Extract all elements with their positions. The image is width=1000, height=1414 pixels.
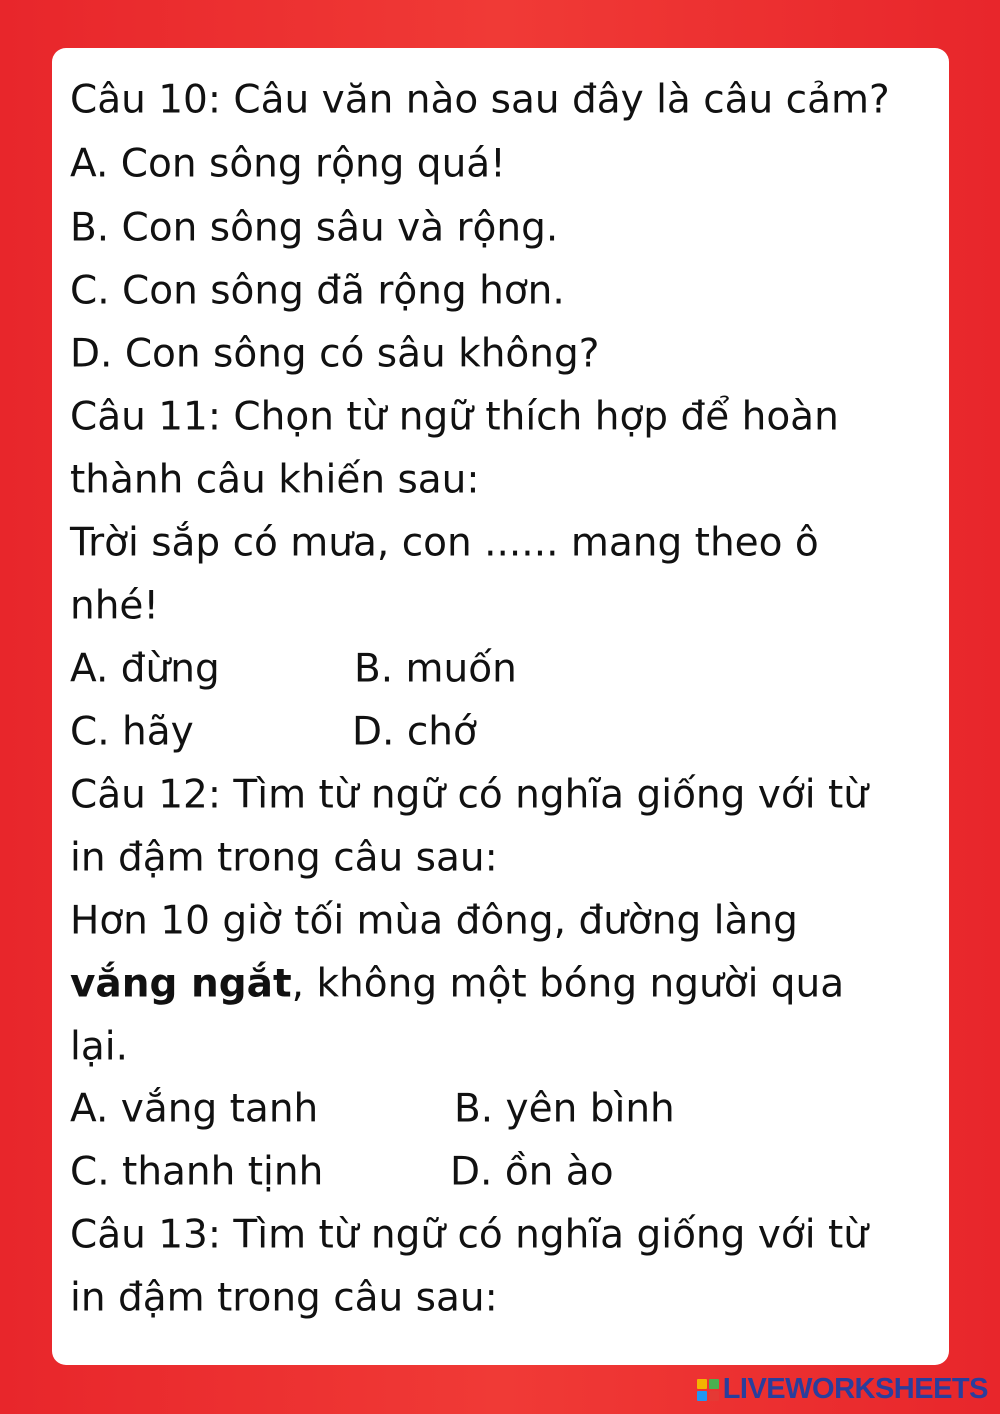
- q10-option-b: B. Con sông sâu và rộng.: [70, 205, 559, 251]
- q12-option-c: C. thanh tịnh: [70, 1149, 324, 1195]
- q12-sentence-line1: Hơn 10 giờ tối mùa đông, đường làng: [70, 898, 798, 944]
- q11-sentence-line1: Trời sắp có mưa, con ...... mang theo ô: [70, 520, 819, 566]
- q12-bold-phrase: vắng ngắt: [70, 961, 292, 1007]
- q10-question: Câu 10: Câu văn nào sau đây là câu cảm?: [70, 77, 890, 123]
- q12-question-line1: Câu 12: Tìm từ ngữ có nghĩa giống với từ: [70, 772, 868, 818]
- q11-option-b: B. muốn: [354, 646, 517, 692]
- q12-option-b: B. yên bình: [454, 1086, 675, 1132]
- liveworksheets-logo-icon: [697, 1379, 719, 1401]
- q12-sentence-line2-rest: , không một bóng người qua: [291, 961, 845, 1007]
- q13-question-line1: Câu 13: Tìm từ ngữ có nghĩa giống với từ: [70, 1212, 868, 1258]
- q11-option-a: A. đừng: [70, 646, 220, 692]
- q11-option-d: D. chớ: [352, 709, 477, 755]
- logo-square-v: [697, 1391, 707, 1401]
- q12-sentence-line3: lại.: [70, 1024, 128, 1070]
- q10-option-a: A. Con sông rộng quá!: [70, 141, 506, 187]
- q10-option-c: C. Con sông đã rộng hơn.: [70, 268, 565, 314]
- watermark-text: LIVEWORKSHEETS: [722, 1373, 988, 1405]
- q12-question-line2: in đậm trong câu sau:: [70, 835, 498, 881]
- q12-option-a: A. vắng tanh: [70, 1086, 319, 1132]
- q11-question-line1: Câu 11: Chọn từ ngữ thích hợp để hoàn: [70, 394, 839, 440]
- worksheet-card: [52, 48, 949, 1365]
- q13-question-line2: in đậm trong câu sau:: [70, 1275, 498, 1321]
- logo-square-i: [709, 1379, 719, 1389]
- q11-option-c: C. hãy: [70, 709, 194, 755]
- liveworksheets-watermark: [697, 1373, 988, 1406]
- q12-option-d: D. ồn ào: [450, 1149, 614, 1195]
- q10-option-d: D. Con sông có sâu không?: [70, 331, 600, 377]
- q11-question-line2: thành câu khiến sau:: [70, 457, 480, 503]
- logo-square-e: [709, 1391, 719, 1401]
- q11-sentence-line2: nhé!: [70, 583, 160, 629]
- q12-sentence-line2: [70, 961, 845, 1007]
- logo-square-l: [697, 1379, 707, 1389]
